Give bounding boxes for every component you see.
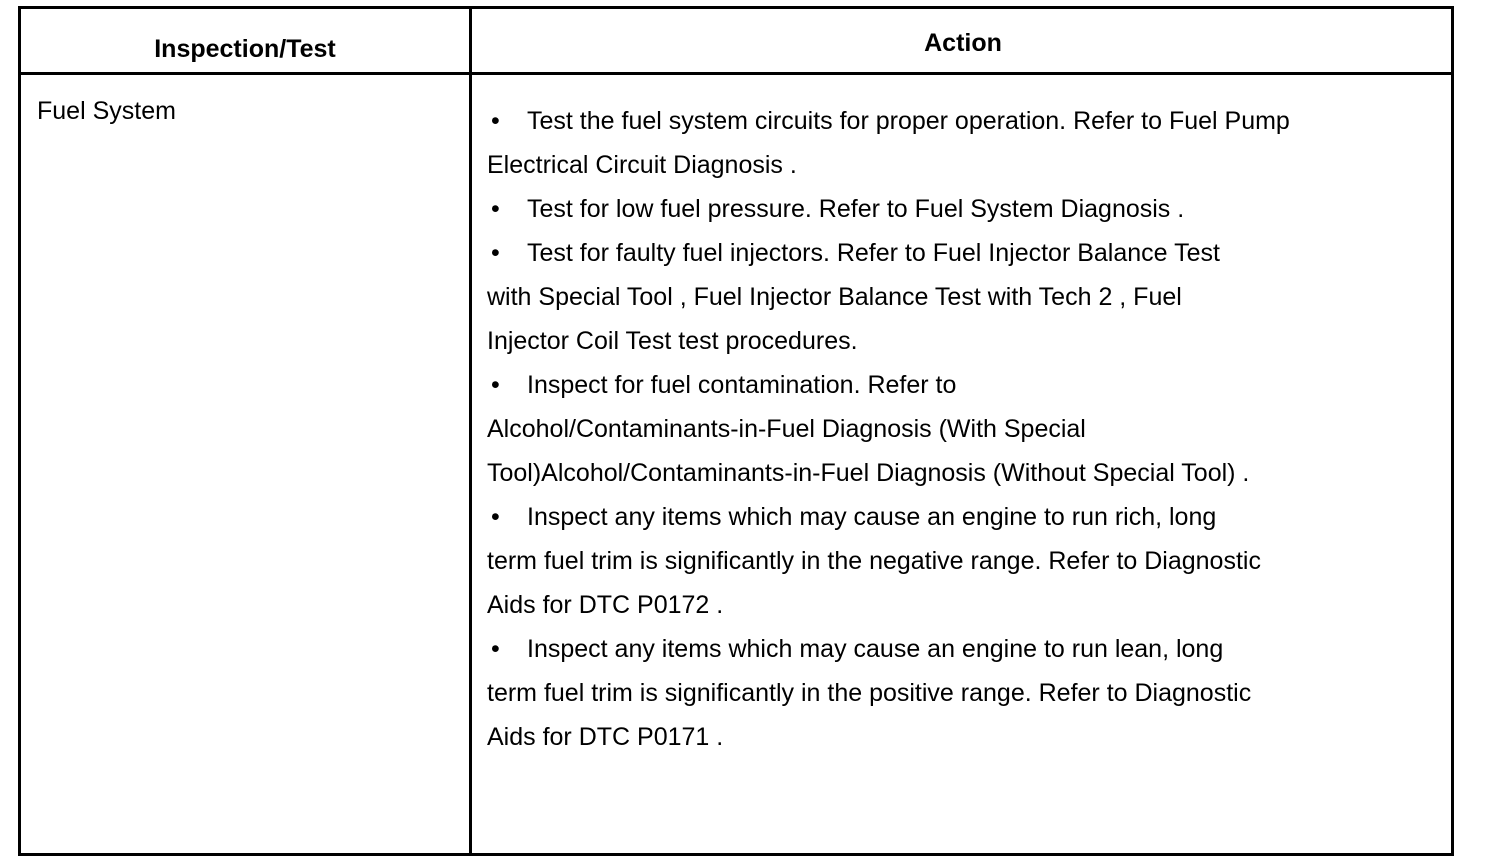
action-line: Injector Coil Test test procedures.: [487, 327, 858, 355]
action-line: term fuel trim is significantly in the positive range. Refer to Diagnostic: [487, 679, 1252, 707]
action-item-fuel-circuits: [487, 99, 1387, 187]
action-item-run-rich: [487, 495, 1387, 627]
action-line: Test the fuel system circuits for proper operation. Refer to Fuel Pump: [527, 107, 1290, 135]
action-line: Inspect any items which may cause an engine to run rich, long: [527, 503, 1217, 531]
action-line: Electrical Circuit Diagnosis .: [487, 151, 797, 179]
action-line: term fuel trim is significantly in the negative range. Refer to Diagnostic: [487, 547, 1261, 575]
bullet-marker: •: [491, 195, 500, 223]
diagnostic-table: [18, 6, 1454, 856]
bullet-marker: •: [491, 107, 500, 135]
action-list: [487, 99, 1387, 759]
action-line: Test for low fuel pressure. Refer to Fuel System Diagnosis .: [527, 195, 1185, 223]
action-line: Inspect any items which may cause an engine to run lean, long: [527, 635, 1224, 663]
action-line: Tool)Alcohol/Contaminants-in-Fuel Diagnosis (Without Special Tool) .: [487, 459, 1250, 487]
action-item-faulty-injectors: [487, 231, 1387, 363]
column-divider: [469, 9, 472, 853]
bullet-marker: •: [491, 503, 500, 531]
action-line: Aids for DTC P0172 .: [487, 591, 724, 619]
action-line: Test for faulty fuel injectors. Refer to Fuel Injector Balance Test: [527, 239, 1220, 267]
header-inspection-test: Inspection/Test: [154, 35, 336, 63]
bullet-marker: •: [491, 239, 500, 267]
header-divider: [21, 72, 1451, 75]
action-line: Inspect for fuel contamination. Refer to: [527, 371, 957, 399]
action-line: Aids for DTC P0171 .: [487, 723, 724, 751]
header-action: Action: [924, 29, 1002, 57]
action-line: with Special Tool , Fuel Injector Balance Test with Tech 2 , Fuel: [487, 283, 1182, 311]
action-item-run-lean: [487, 627, 1387, 759]
bullet-marker: •: [491, 635, 500, 663]
action-line: Alcohol/Contaminants-in-Fuel Diagnosis (With Special: [487, 415, 1086, 443]
action-item-low-fuel-pressure: [487, 187, 1387, 231]
action-item-fuel-contamination: [487, 363, 1387, 495]
bullet-marker: •: [491, 371, 500, 399]
inspection-cell: Fuel System: [37, 97, 176, 125]
